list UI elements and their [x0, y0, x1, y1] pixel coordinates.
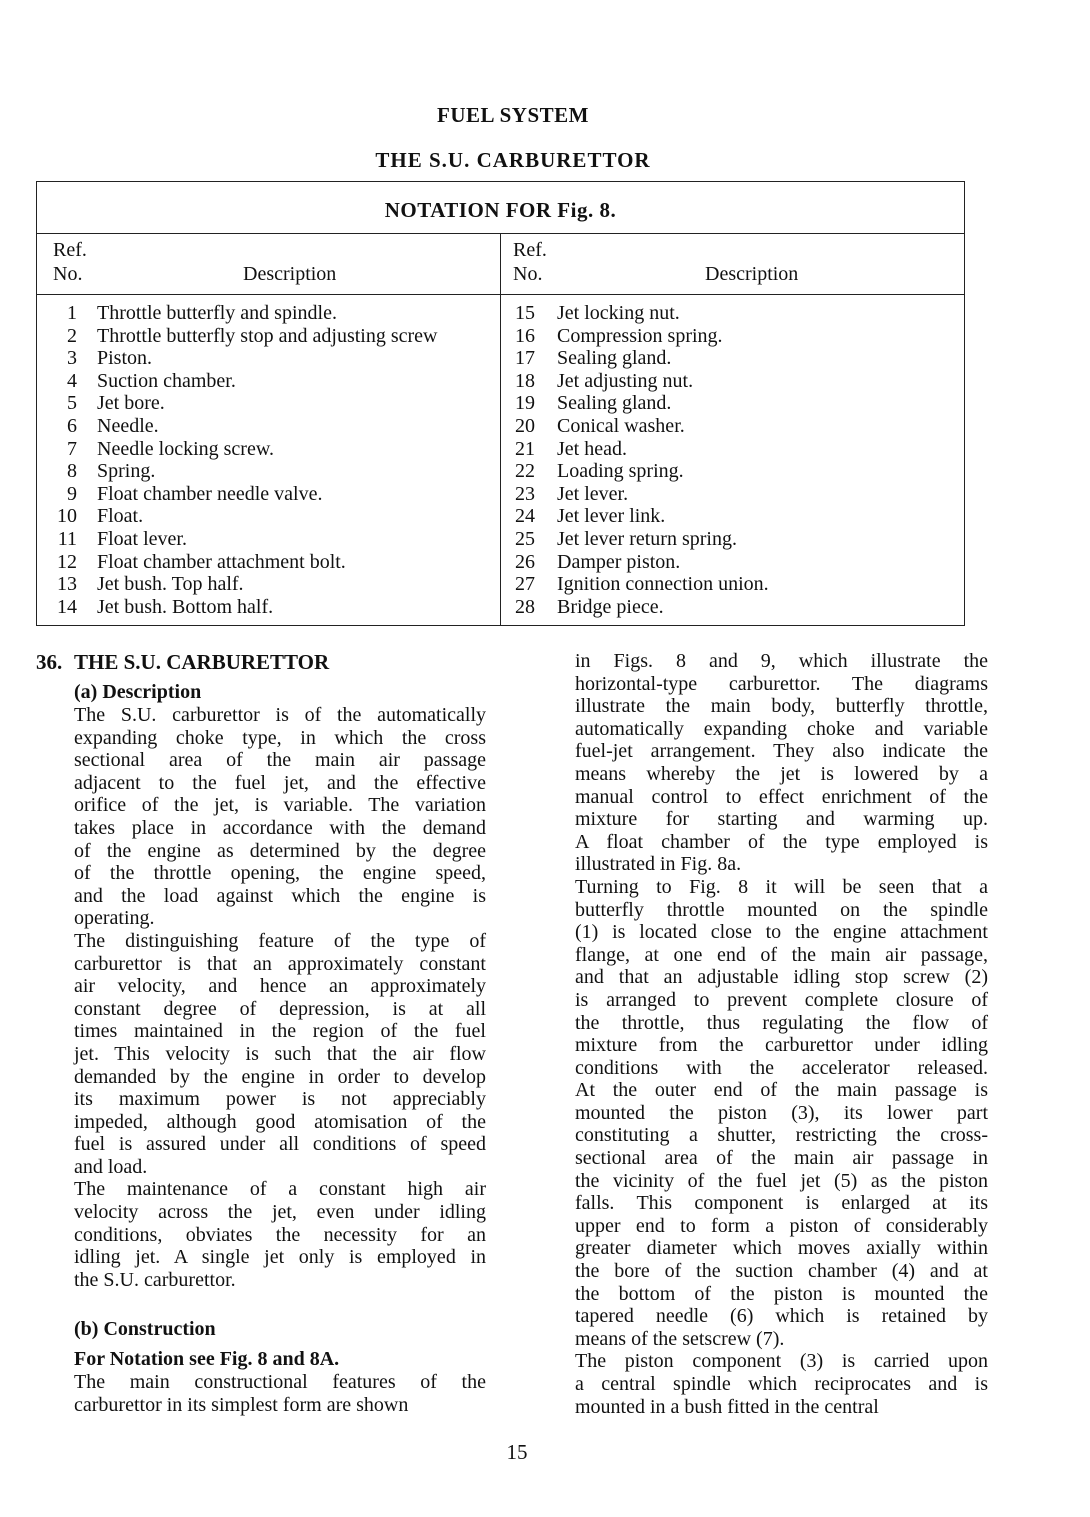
text-line: the vicinity of the fuel jet (5) as the piston	[575, 1169, 988, 1192]
notation-table	[36, 181, 965, 626]
ref-number: 16	[515, 324, 535, 347]
text-line: demanded by the engine in order to develop	[74, 1065, 486, 1088]
text-line: takes place in accordance with the demand	[74, 816, 486, 839]
ref-number: 25	[515, 527, 535, 550]
text-line: mounted the piston (3), its lower part	[575, 1101, 988, 1124]
text-line: means whereby the jet is lowered by a	[575, 762, 988, 785]
notation-row	[45, 415, 505, 438]
text-line: adjacent to the fuel jet, and the effective	[74, 771, 486, 794]
text-line: The maintenance of a constant high air	[74, 1178, 486, 1201]
col-desc-label: Description	[705, 263, 799, 285]
text-line: At the outer end of the main passage is	[575, 1079, 988, 1102]
ref-description: Throttle butterfly stop and adjusting screw	[97, 324, 438, 347]
text-line: is arranged to prevent complete closure of	[575, 988, 988, 1011]
ref-number: 2	[67, 324, 77, 347]
text-line: impeded, although good atomisation of the	[74, 1110, 486, 1133]
ref-description: Jet bush. Bottom half.	[97, 595, 274, 618]
notation-row	[45, 573, 505, 596]
notation-row	[45, 438, 505, 461]
text-line: constant degree of depression, is at all	[74, 997, 486, 1020]
text-line: in Figs. 8 and 9, which illustrate the	[575, 650, 988, 672]
section-heading	[36, 650, 486, 674]
text-line: carburettor is that an approximately constant	[74, 952, 486, 975]
ref-description: Jet locking nut.	[557, 302, 680, 324]
ref-number: 11	[57, 527, 77, 550]
column-header-right	[513, 238, 799, 286]
ref-number: 18	[515, 369, 535, 392]
text-line: sectional area of the main air passage in	[575, 1147, 988, 1170]
text-line: The distinguishing feature of the type of	[74, 929, 486, 952]
ref-number: 27	[515, 573, 535, 596]
text-column-left	[36, 650, 486, 1417]
ref-description: Damper piston.	[557, 550, 681, 573]
col-no-label: No.	[513, 263, 543, 285]
text-line: illustrate the main body, butterfly throttle,	[575, 695, 988, 718]
ref-description: Piston.	[97, 347, 153, 370]
notation-row	[45, 551, 505, 574]
notation-row	[507, 302, 957, 325]
ref-description: Jet lever link.	[557, 505, 666, 528]
text-line: of the throttle opening, the engine speed,	[74, 862, 486, 885]
ref-number: 23	[515, 482, 535, 505]
text-line: The S.U. carburettor is of the automatically	[74, 704, 486, 726]
ref-description: Throttle butterfly and spindle.	[97, 302, 337, 324]
ref-number: 7	[67, 437, 77, 460]
ref-number: 26	[515, 550, 535, 573]
notation-row	[507, 483, 957, 506]
notation-row	[45, 392, 505, 415]
notation-row	[507, 505, 957, 528]
ref-description: Jet adjusting nut.	[557, 369, 694, 392]
text-line: of the engine as determined by the degree	[74, 839, 486, 862]
notation-row	[507, 347, 957, 370]
notation-row	[507, 573, 957, 596]
text-line: operating.	[74, 907, 155, 930]
table-rule	[37, 294, 964, 295]
text-line: A float chamber of the type employed is	[575, 830, 988, 853]
section-number: 36.	[36, 650, 63, 674]
paragraph	[575, 1350, 988, 1418]
ref-description: Needle locking screw.	[97, 437, 274, 460]
ref-description: Sealing gland.	[557, 392, 672, 415]
ref-number: 1	[67, 302, 77, 324]
text-line: the S.U. carburettor.	[74, 1268, 236, 1291]
ref-number: 21	[515, 437, 535, 460]
ref-description: Needle.	[97, 414, 159, 437]
notation-heading: NOTATION FOR Fig. 8.	[37, 182, 964, 234]
text-line: carburettor in its simplest form are shown	[74, 1394, 409, 1417]
ref-number: 20	[515, 414, 535, 437]
ref-number: 19	[515, 392, 535, 415]
notation-row	[507, 370, 957, 393]
notation-row	[507, 438, 957, 461]
notation-row	[45, 302, 505, 325]
notation-row	[507, 528, 957, 551]
ref-number: 14	[57, 595, 77, 618]
ref-number: 17	[515, 347, 535, 370]
page-number: 15	[506, 1440, 528, 1464]
text-line: conditions, obviates the necessity for an	[74, 1223, 486, 1246]
text-line: butterfly throttle mounted on the spindle	[575, 898, 988, 921]
ref-number: 3	[67, 347, 77, 370]
text-line: sectional area of the main air passage	[74, 749, 486, 772]
ref-description: Jet bore.	[97, 392, 165, 415]
ref-description: Sealing gland.	[557, 347, 672, 370]
text-line: The main constructional features of the	[74, 1371, 486, 1394]
text-line: orifice of the jet, is variable. The variation	[74, 794, 486, 817]
ref-number: 8	[67, 460, 77, 483]
col-desc-label: Description	[243, 263, 337, 285]
text-line: horizontal-type carburettor. The diagrams	[575, 672, 988, 695]
ref-description: Float lever.	[97, 527, 187, 550]
ref-number: 13	[57, 573, 77, 596]
ref-description: Suction chamber.	[97, 369, 236, 392]
subheading-construction: (b) Construction	[74, 1318, 216, 1341]
text-line: expanding choke type, in which the cross	[74, 726, 486, 749]
notation-reference: For Notation see Fig. 8 and 8A.	[74, 1348, 340, 1371]
page-subtitle: THE S.U. CARBURETTOR	[375, 148, 651, 172]
paragraph	[575, 876, 988, 1350]
ref-number: 10	[57, 505, 77, 528]
paragraph	[575, 650, 988, 876]
notation-row	[507, 596, 957, 619]
text-line: upper end to form a piston of considerably	[575, 1214, 988, 1237]
text-line: its maximum power is not appreciably	[74, 1088, 486, 1111]
notation-row	[45, 347, 505, 370]
paragraph	[74, 930, 486, 1179]
subheading-description: (a) Description	[74, 681, 202, 703]
ref-description: Jet lever return spring.	[557, 527, 737, 550]
notation-row	[45, 528, 505, 551]
notation-row	[45, 325, 505, 348]
ref-description: Float.	[97, 505, 144, 528]
paragraph	[74, 1371, 486, 1416]
ref-number: 12	[57, 550, 77, 573]
text-line: mixture for starting and warming up.	[575, 808, 988, 831]
ref-description: Bridge piece.	[557, 595, 664, 618]
text-line: jet. This velocity is such that the air flow	[74, 1042, 486, 1065]
ref-description: Loading spring.	[557, 460, 684, 483]
notation-row	[507, 392, 957, 415]
text-line: conditions with the accelerator released.	[575, 1056, 988, 1079]
text-line: the throttle, thus regulating the flow of	[575, 1011, 988, 1034]
text-line: manual control to effect enrichment of the	[575, 785, 988, 808]
text-line: air velocity, and hence an approximately	[74, 975, 486, 998]
ref-number: 22	[515, 460, 535, 483]
text-line: mixture from the carburettor under idling	[575, 1034, 988, 1057]
ref-description: Jet head.	[557, 437, 627, 460]
text-column-right	[575, 650, 988, 1418]
ref-description: Ignition connection union.	[557, 573, 769, 596]
notation-row	[45, 460, 505, 483]
text-line: Turning to Fig. 8 it will be seen that a	[575, 875, 988, 898]
text-line: times maintained in the region of the fuel	[74, 1020, 486, 1043]
col-no-label: No.	[53, 263, 83, 285]
notation-row	[45, 370, 505, 393]
section-title: THE S.U. CARBURETTOR	[74, 650, 330, 674]
text-line: falls. This component is enlarged at its	[575, 1192, 988, 1215]
text-line: the bottom of the piston is mounted the	[575, 1282, 988, 1305]
notation-row	[507, 460, 957, 483]
ref-number: 6	[67, 414, 77, 437]
notation-row	[507, 325, 957, 348]
text-line: The piston component (3) is carried upon	[575, 1350, 988, 1373]
text-line: constituting a shutter, restricting the cross-	[575, 1124, 988, 1147]
text-line: (1) is located close to the engine attachment	[575, 921, 988, 944]
ref-description: Jet lever.	[557, 482, 629, 505]
ref-number: 28	[515, 595, 535, 618]
notation-list-left	[45, 302, 505, 618]
ref-description: Conical washer.	[557, 414, 685, 437]
text-line: and that an adjustable idling stop screw (2)	[575, 966, 988, 989]
text-line: means of the setscrew (7).	[575, 1327, 785, 1350]
text-line: mounted in a bush fitted in the central	[575, 1395, 879, 1418]
notation-row	[507, 551, 957, 574]
ref-number: 15	[515, 302, 535, 324]
paragraph	[74, 1178, 486, 1291]
text-line: fuel is assured under all conditions of speed	[74, 1133, 486, 1156]
col-ref-label: Ref.	[53, 239, 87, 261]
text-line: fuel-jet arrangement. They also indicate the	[575, 740, 988, 763]
text-line: the bore of the suction chamber (4) and at	[575, 1260, 988, 1283]
ref-number: 4	[67, 369, 77, 392]
column-header-left	[53, 238, 337, 286]
ref-number: 24	[515, 505, 535, 528]
ref-description: Spring.	[97, 460, 156, 483]
notation-row	[507, 415, 957, 438]
notation-row	[45, 505, 505, 528]
ref-number: 5	[67, 392, 77, 415]
ref-description: Float chamber attachment bolt.	[97, 550, 346, 573]
text-line: automatically expanding choke and variable	[575, 717, 988, 740]
ref-description: Jet bush. Top half.	[97, 573, 244, 596]
text-line: flange, at one end of the main air passage,	[575, 943, 988, 966]
text-line: illustrated in Fig. 8a.	[575, 853, 742, 876]
text-line: and load.	[74, 1155, 148, 1178]
notation-row	[45, 483, 505, 506]
text-line: tapered needle (6) which is retained by	[575, 1305, 988, 1328]
text-line: and the load against which the engine is	[74, 884, 486, 907]
ref-description: Float chamber needle valve.	[97, 482, 323, 505]
notation-row	[45, 596, 505, 619]
col-ref-label: Ref.	[513, 239, 547, 261]
text-line: velocity across the jet, even under idling	[74, 1201, 486, 1224]
ref-description: Compression spring.	[557, 324, 723, 347]
paragraph	[74, 704, 486, 930]
text-line: idling jet. A single jet only is employed in	[74, 1246, 486, 1269]
text-line: a central spindle which reciprocates and is	[575, 1373, 988, 1395]
notation-list-right	[507, 302, 957, 618]
text-line: greater diameter which moves axially within	[575, 1237, 988, 1260]
ref-number: 9	[67, 482, 77, 505]
page-section-title: FUEL SYSTEM	[437, 103, 589, 127]
